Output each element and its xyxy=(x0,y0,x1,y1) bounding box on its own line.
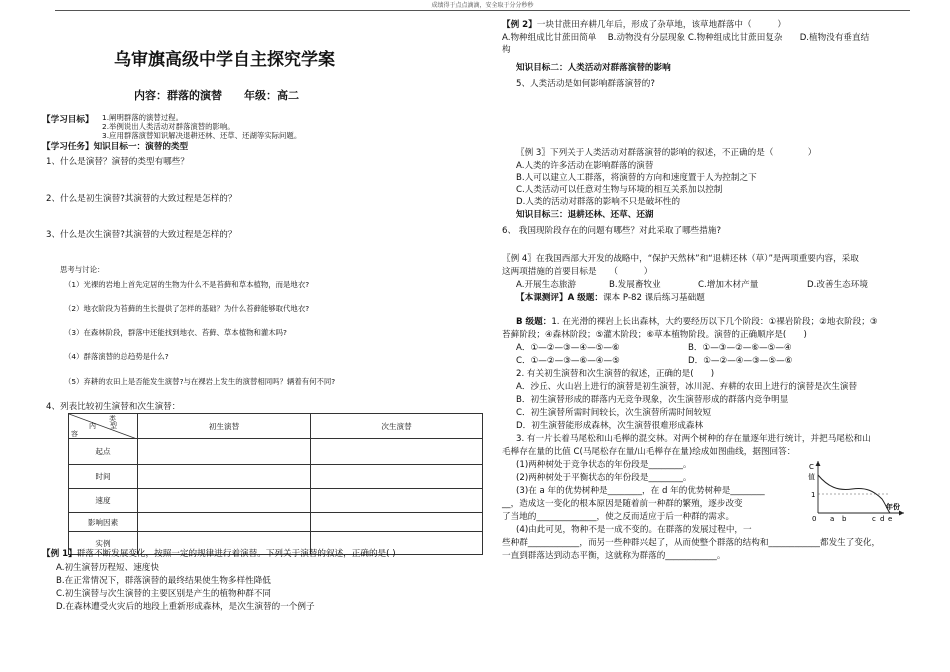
content-line: 内容：群落的演替 xyxy=(134,89,222,102)
example-2 xyxy=(502,20,786,31)
b2-option-a[interactable]: A．沙丘、火山岩上进行的演替是初生演替，冰川泥、弃耕的农田上进行的演替是次生演替 xyxy=(516,382,858,392)
b3-sub-3-cont-2[interactable]: 了当地的______________，使之反而适应于后一种群的需求。 xyxy=(502,512,735,522)
header-primary: 初生演替 xyxy=(138,414,311,439)
cell-secondary[interactable] xyxy=(311,465,483,489)
example-3-option-d[interactable]: D.人类的活动对群落的影响不只是破坏性的 xyxy=(516,197,681,207)
goal-3: 3.应用群落演替知识解决退耕还林、还草、还湖等实际问题。 xyxy=(102,131,302,140)
b-question-1-text: 1. 在光滑的裸岩上长出森林，大约要经历以下几个阶段：①裸岩阶段；②地衣阶段；③ xyxy=(551,317,878,327)
example-3-option-a[interactable]: A.人类的许多活动在影响群落的演替 xyxy=(516,161,654,171)
table-corner xyxy=(69,414,138,439)
x-tick-e: e xyxy=(888,515,893,523)
b-question-3-line-1: 3. 有一片长着马尾松和山毛榉的混交林。对两个树种的存在量逐年进行统计，并把马尾松和山 xyxy=(516,434,871,444)
header-secondary: 次生演替 xyxy=(311,414,483,439)
b3-sub-2[interactable]: (2)两种树处于平衡状态的年份段是________。 xyxy=(516,473,692,483)
think-item-1: （1）光裸的岩地上首先定居的生物为什么不是苔藓和草本植物，而是地衣? xyxy=(64,280,310,289)
row-label: 影响因素 xyxy=(69,513,138,532)
b-level-label: B 级题： xyxy=(516,317,552,327)
example-1 xyxy=(42,549,396,560)
corner-mid-label: 内 型 xyxy=(89,422,117,430)
b3-sub-3-cont[interactable]: __，造成这一变化的根本原因是随着前一种群的繁殖，逐步改变 xyxy=(502,499,743,509)
think-item-3: （3）在森林阶段，群落中还能找到地衣、苔藓、草本植物和灌木吗? xyxy=(64,328,287,337)
think-item-5: （5）弃耕的农田上是否能发生演替?与在裸岩上发生的演替相同吗？辆着有何不同? xyxy=(64,377,336,386)
cell-primary[interactable] xyxy=(138,465,311,489)
b1-option-a[interactable]: A．①—②—③—④—⑤—⑥ xyxy=(516,343,620,353)
question-6: 6、 我国现阶段存在的问题有哪些？对此采取了哪些措施? xyxy=(502,226,722,236)
example-1-option-c[interactable]: C.初生演替与次生演替的主要区别是产生的植物种群不同 xyxy=(56,589,271,599)
assessment-text: 课本 P-82 课后练习基础题 xyxy=(603,293,705,303)
task-label: 【学习任务】知识目标一：演替的类型 xyxy=(42,142,189,152)
b-question-3-line-2: 毛榉存在量的比值 C(马尾松存在量/山毛榉存在量)绘成如图曲线，据图回答： xyxy=(502,447,796,457)
example-2-options[interactable]: A.物种组成比甘蔗田简单 B.动物没有分层现象 C.物种组成比甘蔗田复杂 D.植物没有垂直结 xyxy=(502,33,870,43)
ratio-curve-graph xyxy=(802,457,908,525)
y-label-value: 值 xyxy=(808,473,815,481)
think-item-2: （2）地衣阶段为苔藓的生长提供了怎样的基础？为什么苔藓能够取代地衣? xyxy=(64,304,310,313)
b2-option-b[interactable]: B．初生演替形成的群落内无竞争现象，次生演替形成的群落内竞争明显 xyxy=(516,395,789,405)
example-1-option-a[interactable]: A.初生演替历程短、速度快 xyxy=(56,563,159,573)
table-row xyxy=(69,513,483,532)
x-tick-d: d xyxy=(880,515,885,523)
table-row xyxy=(69,465,483,489)
cell-primary[interactable] xyxy=(138,489,311,513)
assessment-label: 【本课测评】A 级题： xyxy=(516,293,603,303)
b1-option-d[interactable]: D．①—②—④—③—⑤—⑥ xyxy=(688,356,793,366)
b-question-1-line-2: 苔藓阶段；④森林阶段；⑤灌木阶段；⑥草本植物阶段。演替的正确顺序是( ) xyxy=(502,330,807,340)
question-1: 1、什么是演替？演替的类型有哪些？ xyxy=(46,157,189,167)
row-label: 时间 xyxy=(69,465,138,489)
b2-option-c[interactable]: C．初生演替所需时间较长，次生演替所需时间较短 xyxy=(516,408,712,418)
goal-1: 1.阐明群落的演替过程。 xyxy=(102,113,183,122)
example-4-option-d[interactable]: D.改善生态环境 xyxy=(807,280,868,290)
grade-line: 年级：高二 xyxy=(244,89,299,102)
question-4: 4、列表比较初生演替和次生演替： xyxy=(46,402,181,412)
cell-secondary[interactable] xyxy=(311,489,483,513)
y-tick-one: 1 xyxy=(811,491,816,499)
question-3: 3、什么是次生演替?其演替的大致过程是怎样的？ xyxy=(46,230,237,240)
knowledge-goal-3: 知识目标三：退耕还林、还草、还湖 xyxy=(516,210,654,220)
cell-secondary[interactable] xyxy=(311,513,483,532)
b3-sub-4-cont-2[interactable]: 一直到群落达到动态平衡，这就称为群落的____________。 xyxy=(502,551,726,561)
b-question-1-line-1 xyxy=(516,317,878,328)
row-label: 起点 xyxy=(69,439,138,465)
example-4-line-2: 这两项措施的首要目标是 （ ） xyxy=(502,267,653,277)
b-question-2: 2. 有关初生演替和次生演替的叙述，正确的是( ) xyxy=(516,369,715,379)
b3-sub-4: (4)由此可见，物种不是一成不变的。在群落的发展过程中，一 xyxy=(516,525,752,535)
x-tick-b: b xyxy=(842,515,847,523)
comparison-table xyxy=(68,413,483,555)
table-row xyxy=(69,439,483,465)
question-5: 5、人类活动是如何影响群落演替的? xyxy=(516,79,655,89)
corner-top-label: 类 xyxy=(109,415,116,423)
think-title: 思考与讨论： xyxy=(60,265,105,274)
cell-primary[interactable] xyxy=(138,513,311,532)
example-1-text: 群落不断发展变化，按照一定的规律进行着演替。下列关于演替的叙述，正确的是( ) xyxy=(76,549,396,559)
row-label: 实例 xyxy=(69,532,138,555)
b3-sub-3[interactable]: (3)在 a 年的优势树种是________，在 d 年的优势树种是________ xyxy=(516,486,765,496)
corner-bottom-label: 容 xyxy=(71,430,78,438)
cell-secondary[interactable] xyxy=(311,439,483,465)
goal-2: 2.举例说出人类活动对群落演替的影响。 xyxy=(102,122,235,131)
b1-option-c[interactable]: C．①—②—③—⑥—④—⑤ xyxy=(516,356,620,366)
example-3: 〖例 3〗下列关于人类活动对群落演替的影响的叙述，不正确的是（ ） xyxy=(516,148,817,158)
example-2-text: 一块甘蔗田弃耕几年后，形成了杂草地，该草地群落中（ ） xyxy=(536,20,786,30)
example-1-option-b[interactable]: B.在正常情况下，群落演替的最终结果使生物多样性降低 xyxy=(56,576,271,586)
think-item-4: （4）群落演替的总趋势是什么? xyxy=(64,352,169,361)
knowledge-goal-2: 知识目标二：人类活动对群落演替的影响 xyxy=(516,63,671,73)
x-tick-c: c xyxy=(872,515,876,523)
b3-sub-4-cont[interactable]: 些种群____________，而另一些种群兴起了，从而使整个群落的结构和____________都发生了变化， xyxy=(502,538,881,548)
example-4-option-c[interactable]: C.增加木材产量 xyxy=(698,280,759,290)
example-4-option-b[interactable]: B.发展畜牧业 xyxy=(609,280,661,290)
example-1-label: 【例 1】 xyxy=(42,549,77,559)
example-2-label: 【例 2】 xyxy=(502,20,537,30)
example-3-option-c[interactable]: C.人类活动可以任意对生物与环境的相互关系加以控制 xyxy=(516,185,723,195)
origin-label: 0 xyxy=(812,515,817,523)
x-tick-a: a xyxy=(830,515,835,523)
assessment-a xyxy=(516,293,705,304)
b3-sub-1[interactable]: (1)两种树处于竞争状态的年份段是________。 xyxy=(516,460,692,470)
row-label: 速度 xyxy=(69,489,138,513)
y-axis-arrow xyxy=(816,461,821,466)
goals-label: 【学习目标】 xyxy=(42,115,94,125)
cell-primary[interactable] xyxy=(138,439,311,465)
x-axis-label: 年份 xyxy=(886,503,900,511)
example-1-option-d[interactable]: D.在森林遭受火灾后的地段上重新形成森林，是次生演替的一个例子 xyxy=(56,602,315,612)
y-label-c: C xyxy=(809,463,814,471)
b1-option-b[interactable]: B．①—③—②—⑥—⑤—④ xyxy=(688,343,792,353)
example-4-option-a[interactable]: A.开展生态旅游 xyxy=(516,280,577,290)
table-row xyxy=(69,489,483,513)
x-axis-arrow xyxy=(899,511,904,516)
example-3-option-b[interactable]: B.人可以建立人工群落，将演替的方向和速度置于人为控制之下 xyxy=(516,173,757,183)
question-2: 2、什么是初生演替?其演替的大致过程是怎样的？ xyxy=(46,194,237,204)
header-motto: 成绩得于点点滴滴，安全取于分分秒秒 xyxy=(55,2,910,11)
page-title: 乌审旗高级中学自主探究学案 xyxy=(114,50,335,70)
example-4-line-1: 〖例 4〗在我国西部大开发的战略中，“保护天然林”和“退耕还林（草）”是两项重要内容，采取 xyxy=(502,254,859,264)
example-2-options-cont: 构 xyxy=(502,45,511,55)
b2-option-d[interactable]: D．初生演替能形成森林，次生演替很难形成森林 xyxy=(516,421,704,431)
